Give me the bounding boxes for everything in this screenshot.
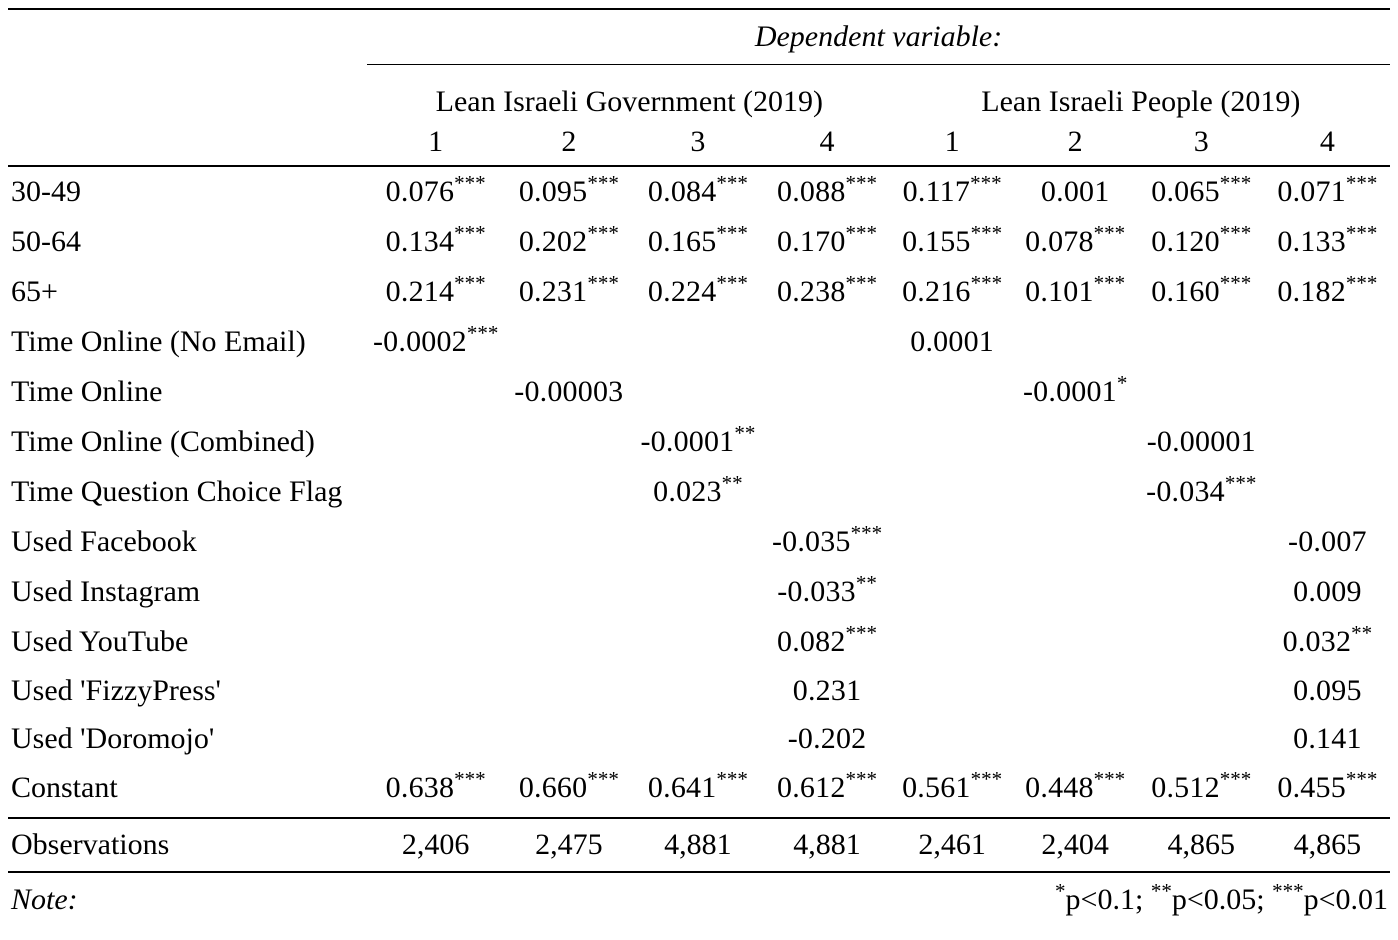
significance-stars: *** <box>1219 221 1252 245</box>
coefficient-cell <box>633 317 762 367</box>
significance-stars: *** <box>1345 767 1378 791</box>
coefficient-value: -0.007 <box>1288 525 1367 558</box>
table-row <box>8 217 1390 267</box>
significance-stars: *** <box>1345 171 1378 195</box>
coefficient-value: 0.160 <box>1151 275 1220 308</box>
coefficient-value: -0.0001 <box>640 425 735 458</box>
coefficient-cell <box>633 367 762 417</box>
coefficient-cell <box>1138 317 1265 367</box>
significance-stars: *** <box>1093 221 1126 245</box>
significance-stars: *** <box>716 271 748 295</box>
coefficient-cell <box>892 417 1013 467</box>
significance-stars: *** <box>716 171 748 195</box>
significance-stars: *** <box>1345 271 1378 295</box>
dependent-variable-label: Dependent variable: <box>367 9 1390 65</box>
significance-stars: *** <box>454 221 486 245</box>
coefficient-cell <box>1265 417 1390 467</box>
model-number-header: 1 <box>367 119 504 166</box>
coefficient-value: -0.033 <box>777 575 856 608</box>
significance-stars: *** <box>1345 221 1378 245</box>
coefficient-cell <box>1265 267 1390 317</box>
coefficient-cell <box>1013 367 1138 417</box>
coefficient-value: 0.082 <box>777 625 846 658</box>
significance-stars: *** <box>587 767 619 791</box>
coefficient-value: 0.009 <box>1293 575 1362 608</box>
coefficient-cell <box>367 763 504 818</box>
note-stars: ** <box>1150 879 1172 903</box>
table-row <box>8 317 1390 367</box>
coefficient-value: -0.00001 <box>1146 425 1256 458</box>
coefficient-cell <box>762 715 891 763</box>
coefficient-cell <box>762 267 891 317</box>
coefficient-cell <box>633 417 762 467</box>
coefficient-value: 0.078 <box>1025 225 1094 258</box>
coefficient-cell <box>1265 367 1390 417</box>
coefficient-cell <box>1138 166 1265 217</box>
coefficient-cell <box>504 617 633 667</box>
coefficient-value: 0.141 <box>1293 722 1362 755</box>
table-row <box>8 417 1390 467</box>
coefficient-cell <box>504 763 633 818</box>
significance-stars: *** <box>850 521 883 545</box>
table-row <box>8 667 1390 715</box>
dependent-variable-row <box>8 9 1390 65</box>
observations-row <box>8 818 1390 872</box>
coefficient-cell <box>1265 763 1390 818</box>
coefficient-cell <box>504 467 633 517</box>
note-threshold: p<0.01 <box>1303 883 1388 916</box>
coefficient-cell <box>892 667 1013 715</box>
coefficient-cell <box>633 567 762 617</box>
table-row <box>8 617 1390 667</box>
coefficient-value: 0.448 <box>1025 771 1094 804</box>
coefficient-value: 0.088 <box>777 175 846 208</box>
note-label: Note: <box>11 883 78 916</box>
coefficient-cell <box>1138 715 1265 763</box>
coefficient-cell <box>1013 217 1138 267</box>
coefficient-value: 0.065 <box>1151 175 1220 208</box>
model-number-header: 2 <box>504 119 633 166</box>
coefficient-cell <box>1265 166 1390 217</box>
coefficient-cell <box>504 667 633 715</box>
coefficient-cell <box>504 417 633 467</box>
coefficient-cell <box>367 417 504 467</box>
row-label: Used Instagram <box>11 575 201 608</box>
coefficient-value: 0.182 <box>1277 275 1346 308</box>
coefficient-cell <box>633 217 762 267</box>
coefficient-cell <box>367 715 504 763</box>
coefficient-cell <box>504 567 633 617</box>
significance-stars: *** <box>716 221 748 245</box>
significance-stars: *** <box>970 171 1002 195</box>
coefficient-cell <box>1265 667 1390 715</box>
coefficient-value: -0.0002 <box>372 325 467 358</box>
coefficient-value: 0.612 <box>777 771 846 804</box>
coefficient-cell <box>367 267 504 317</box>
coefficient-value: 0.071 <box>1277 175 1346 208</box>
coefficient-cell <box>1138 267 1265 317</box>
significance-stars: * <box>1116 371 1128 395</box>
row-label: Time Online <box>11 375 163 408</box>
coefficient-value: -0.035 <box>771 525 851 558</box>
coefficient-cell <box>762 417 891 467</box>
row-label: Used Facebook <box>11 525 197 558</box>
observations-value: 2,475 <box>504 818 633 872</box>
model-number-header: 2 <box>1013 119 1138 166</box>
coefficient-cell <box>367 667 504 715</box>
header-blank-cell <box>8 65 367 120</box>
coefficient-value: 0.0001 <box>910 325 994 358</box>
table-row <box>8 517 1390 567</box>
row-label: 30-49 <box>11 175 81 208</box>
group-label-government: Lean Israeli Government (2019) <box>435 85 824 118</box>
coefficient-cell <box>1138 763 1265 818</box>
significance-stars: *** <box>1093 767 1126 791</box>
coefficient-cell <box>892 517 1013 567</box>
coefficient-cell <box>892 567 1013 617</box>
coefficient-cell <box>1265 567 1390 617</box>
significance-stars: *** <box>454 271 486 295</box>
coefficient-cell <box>504 517 633 567</box>
model-number-header: 4 <box>1265 119 1390 166</box>
coefficient-cell <box>633 517 762 567</box>
coefficient-value: 0.231 <box>792 674 862 707</box>
coefficient-value: 0.231 <box>518 275 588 308</box>
observations-value: 2,461 <box>892 818 1013 872</box>
row-label: Time Online (Combined) <box>11 425 315 458</box>
coefficient-value: 0.001 <box>1040 175 1110 208</box>
significance-stars: *** <box>1219 171 1252 195</box>
model-number-header: 4 <box>762 119 891 166</box>
coefficient-cell <box>504 715 633 763</box>
significance-stars: *** <box>587 221 619 245</box>
observations-value: 2,404 <box>1013 818 1138 872</box>
coefficient-cell <box>1013 166 1138 217</box>
coefficient-cell <box>1013 617 1138 667</box>
coefficient-cell <box>367 567 504 617</box>
coefficient-value: 0.032 <box>1282 625 1352 658</box>
coefficient-cell <box>1265 517 1390 567</box>
coefficient-cell <box>892 715 1013 763</box>
coefficient-cell <box>1265 715 1390 763</box>
coefficient-cell <box>1138 617 1265 667</box>
coefficient-cell <box>1138 217 1265 267</box>
table-row <box>8 715 1390 763</box>
significance-stars: *** <box>970 271 1003 295</box>
significance-stars: *** <box>845 767 878 791</box>
table-row <box>8 267 1390 317</box>
significance-stars: *** <box>1219 271 1252 295</box>
significance-stars: *** <box>1093 271 1126 295</box>
coefficient-cell <box>1138 467 1265 517</box>
table-row <box>8 166 1390 217</box>
coefficient-cell <box>892 166 1013 217</box>
coefficient-cell <box>633 267 762 317</box>
coefficient-value: 0.660 <box>518 771 588 804</box>
coefficient-cell <box>633 467 762 517</box>
coefficient-cell <box>1013 763 1138 818</box>
coefficient-value: 0.512 <box>1151 771 1220 804</box>
significance-stars: ** <box>855 571 877 595</box>
coefficient-cell <box>633 715 762 763</box>
coefficient-cell <box>1138 567 1265 617</box>
model-number-row <box>8 119 1390 166</box>
coefficient-cell <box>1013 567 1138 617</box>
observations-value: 2,406 <box>367 818 504 872</box>
coefficient-value: 0.133 <box>1277 225 1346 258</box>
significance-stars: *** <box>970 221 1003 245</box>
coefficient-value: 0.095 <box>518 175 588 208</box>
row-label: Constant <box>11 771 118 804</box>
table-row <box>8 567 1390 617</box>
coefficient-value: 0.238 <box>777 275 846 308</box>
coefficient-cell <box>367 467 504 517</box>
header-blank-cell <box>8 119 367 166</box>
coefficient-cell <box>1265 617 1390 667</box>
coefficient-value: -0.00003 <box>514 375 624 408</box>
note-row <box>8 872 1390 927</box>
coefficient-value: 0.101 <box>1025 275 1094 308</box>
note-threshold: p<0.05; <box>1171 883 1273 916</box>
coefficient-cell <box>633 763 762 818</box>
coefficient-cell <box>1265 317 1390 367</box>
significance-stars: ** <box>734 421 756 445</box>
significance-stars: *** <box>587 171 619 195</box>
row-label: Used YouTube <box>11 625 189 658</box>
coefficient-cell <box>892 763 1013 818</box>
row-label: Used 'FizzyPress' <box>11 674 221 707</box>
coefficient-cell <box>892 317 1013 367</box>
coefficient-cell <box>892 267 1013 317</box>
coefficient-cell <box>367 166 504 217</box>
table-row <box>8 763 1390 818</box>
observations-label: Observations <box>8 818 367 872</box>
significance-stars: *** <box>466 321 499 345</box>
row-label: Time Question Choice Flag <box>11 475 343 508</box>
row-label: 65+ <box>11 275 58 308</box>
coefficient-cell <box>762 217 891 267</box>
coefficient-cell <box>762 567 891 617</box>
significance-stars: ** <box>1351 621 1373 645</box>
coefficient-cell <box>633 166 762 217</box>
coefficient-cell <box>1138 417 1265 467</box>
coefficient-cell <box>892 467 1013 517</box>
note-stars: * <box>1055 879 1066 903</box>
coefficient-cell <box>762 367 891 417</box>
coefficient-value: -0.034 <box>1146 475 1225 508</box>
coefficient-cell <box>1265 217 1390 267</box>
group-header-row <box>8 65 1390 120</box>
coefficient-cell <box>367 367 504 417</box>
coefficient-value: 0.214 <box>385 275 455 308</box>
significance-stars: *** <box>845 621 878 645</box>
coefficient-cell <box>367 617 504 667</box>
coefficient-cell <box>1138 367 1265 417</box>
significance-stars: *** <box>845 171 878 195</box>
coefficient-value: 0.095 <box>1293 674 1362 707</box>
coefficient-value: 0.202 <box>518 225 588 258</box>
group-label-people: Lean Israeli People (2019) <box>981 85 1301 118</box>
coefficient-value: 0.561 <box>902 771 971 804</box>
coefficient-cell <box>367 317 504 367</box>
coefficient-cell <box>1013 667 1138 715</box>
coefficient-value: 0.641 <box>647 771 717 804</box>
significance-stars: *** <box>716 767 748 791</box>
coefficient-value: 0.455 <box>1277 771 1346 804</box>
table-row <box>8 367 1390 417</box>
coefficient-cell <box>1013 267 1138 317</box>
significance-stars: *** <box>970 767 1003 791</box>
coefficient-cell <box>504 367 633 417</box>
coefficient-value: 0.117 <box>902 175 971 208</box>
significance-stars: *** <box>845 221 878 245</box>
coefficient-cell <box>892 367 1013 417</box>
model-number-header: 1 <box>892 119 1013 166</box>
coefficient-value: 0.216 <box>902 275 971 308</box>
observations-value: 4,881 <box>762 818 891 872</box>
significance-stars: ** <box>721 471 743 495</box>
coefficient-value: 0.638 <box>385 771 455 804</box>
table-row <box>8 467 1390 517</box>
coefficient-cell <box>504 166 633 217</box>
coefficient-cell <box>1013 317 1138 367</box>
row-label: 50-64 <box>11 225 81 258</box>
coefficient-cell <box>504 317 633 367</box>
row-label: Time Online (No Email) <box>11 325 306 358</box>
coefficient-cell <box>762 617 891 667</box>
coefficient-cell <box>1013 417 1138 467</box>
observations-value: 4,881 <box>633 818 762 872</box>
coefficient-cell <box>504 217 633 267</box>
header-blank-cell <box>8 9 367 65</box>
significance-legend <box>367 872 1390 927</box>
coefficient-value: 0.170 <box>777 225 846 258</box>
coefficient-rows <box>8 166 1390 818</box>
coefficient-value: 0.155 <box>902 225 971 258</box>
coefficient-cell <box>1013 517 1138 567</box>
model-number-header: 3 <box>1138 119 1265 166</box>
coefficient-cell <box>1265 467 1390 517</box>
coefficient-cell <box>1138 517 1265 567</box>
observations-value: 4,865 <box>1265 818 1390 872</box>
coefficient-cell <box>892 217 1013 267</box>
coefficient-cell <box>1138 667 1265 715</box>
model-number-header: 3 <box>633 119 762 166</box>
coefficient-value: 0.023 <box>653 475 722 508</box>
significance-stars: *** <box>1219 767 1252 791</box>
significance-stars: *** <box>454 767 486 791</box>
coefficient-cell <box>633 617 762 667</box>
coefficient-cell <box>367 217 504 267</box>
coefficient-cell <box>892 617 1013 667</box>
coefficient-value: 0.076 <box>385 175 455 208</box>
coefficient-value: 0.084 <box>647 175 717 208</box>
coefficient-cell <box>762 166 891 217</box>
coefficient-cell <box>762 317 891 367</box>
significance-stars: *** <box>587 271 619 295</box>
regression-table <box>8 8 1390 927</box>
coefficient-value: 0.120 <box>1151 225 1220 258</box>
coefficient-value: -0.202 <box>787 722 867 755</box>
significance-stars: *** <box>1224 471 1257 495</box>
observations-value: 4,865 <box>1138 818 1265 872</box>
significance-stars: *** <box>845 271 878 295</box>
row-label: Used 'Doromojo' <box>11 722 215 755</box>
coefficient-cell <box>762 763 891 818</box>
coefficient-cell <box>1013 715 1138 763</box>
coefficient-cell <box>1013 467 1138 517</box>
coefficient-cell <box>762 517 891 567</box>
note-threshold: p<0.1; <box>1065 883 1151 916</box>
coefficient-cell <box>762 467 891 517</box>
coefficient-value: -0.0001 <box>1022 375 1117 408</box>
coefficient-cell <box>762 667 891 715</box>
coefficient-cell <box>367 517 504 567</box>
significance-stars: *** <box>454 171 486 195</box>
coefficient-value: 0.224 <box>647 275 717 308</box>
coefficient-value: 0.165 <box>647 225 717 258</box>
note-stars: *** <box>1272 879 1304 903</box>
coefficient-cell <box>504 267 633 317</box>
coefficient-value: 0.134 <box>385 225 455 258</box>
coefficient-cell <box>633 667 762 715</box>
